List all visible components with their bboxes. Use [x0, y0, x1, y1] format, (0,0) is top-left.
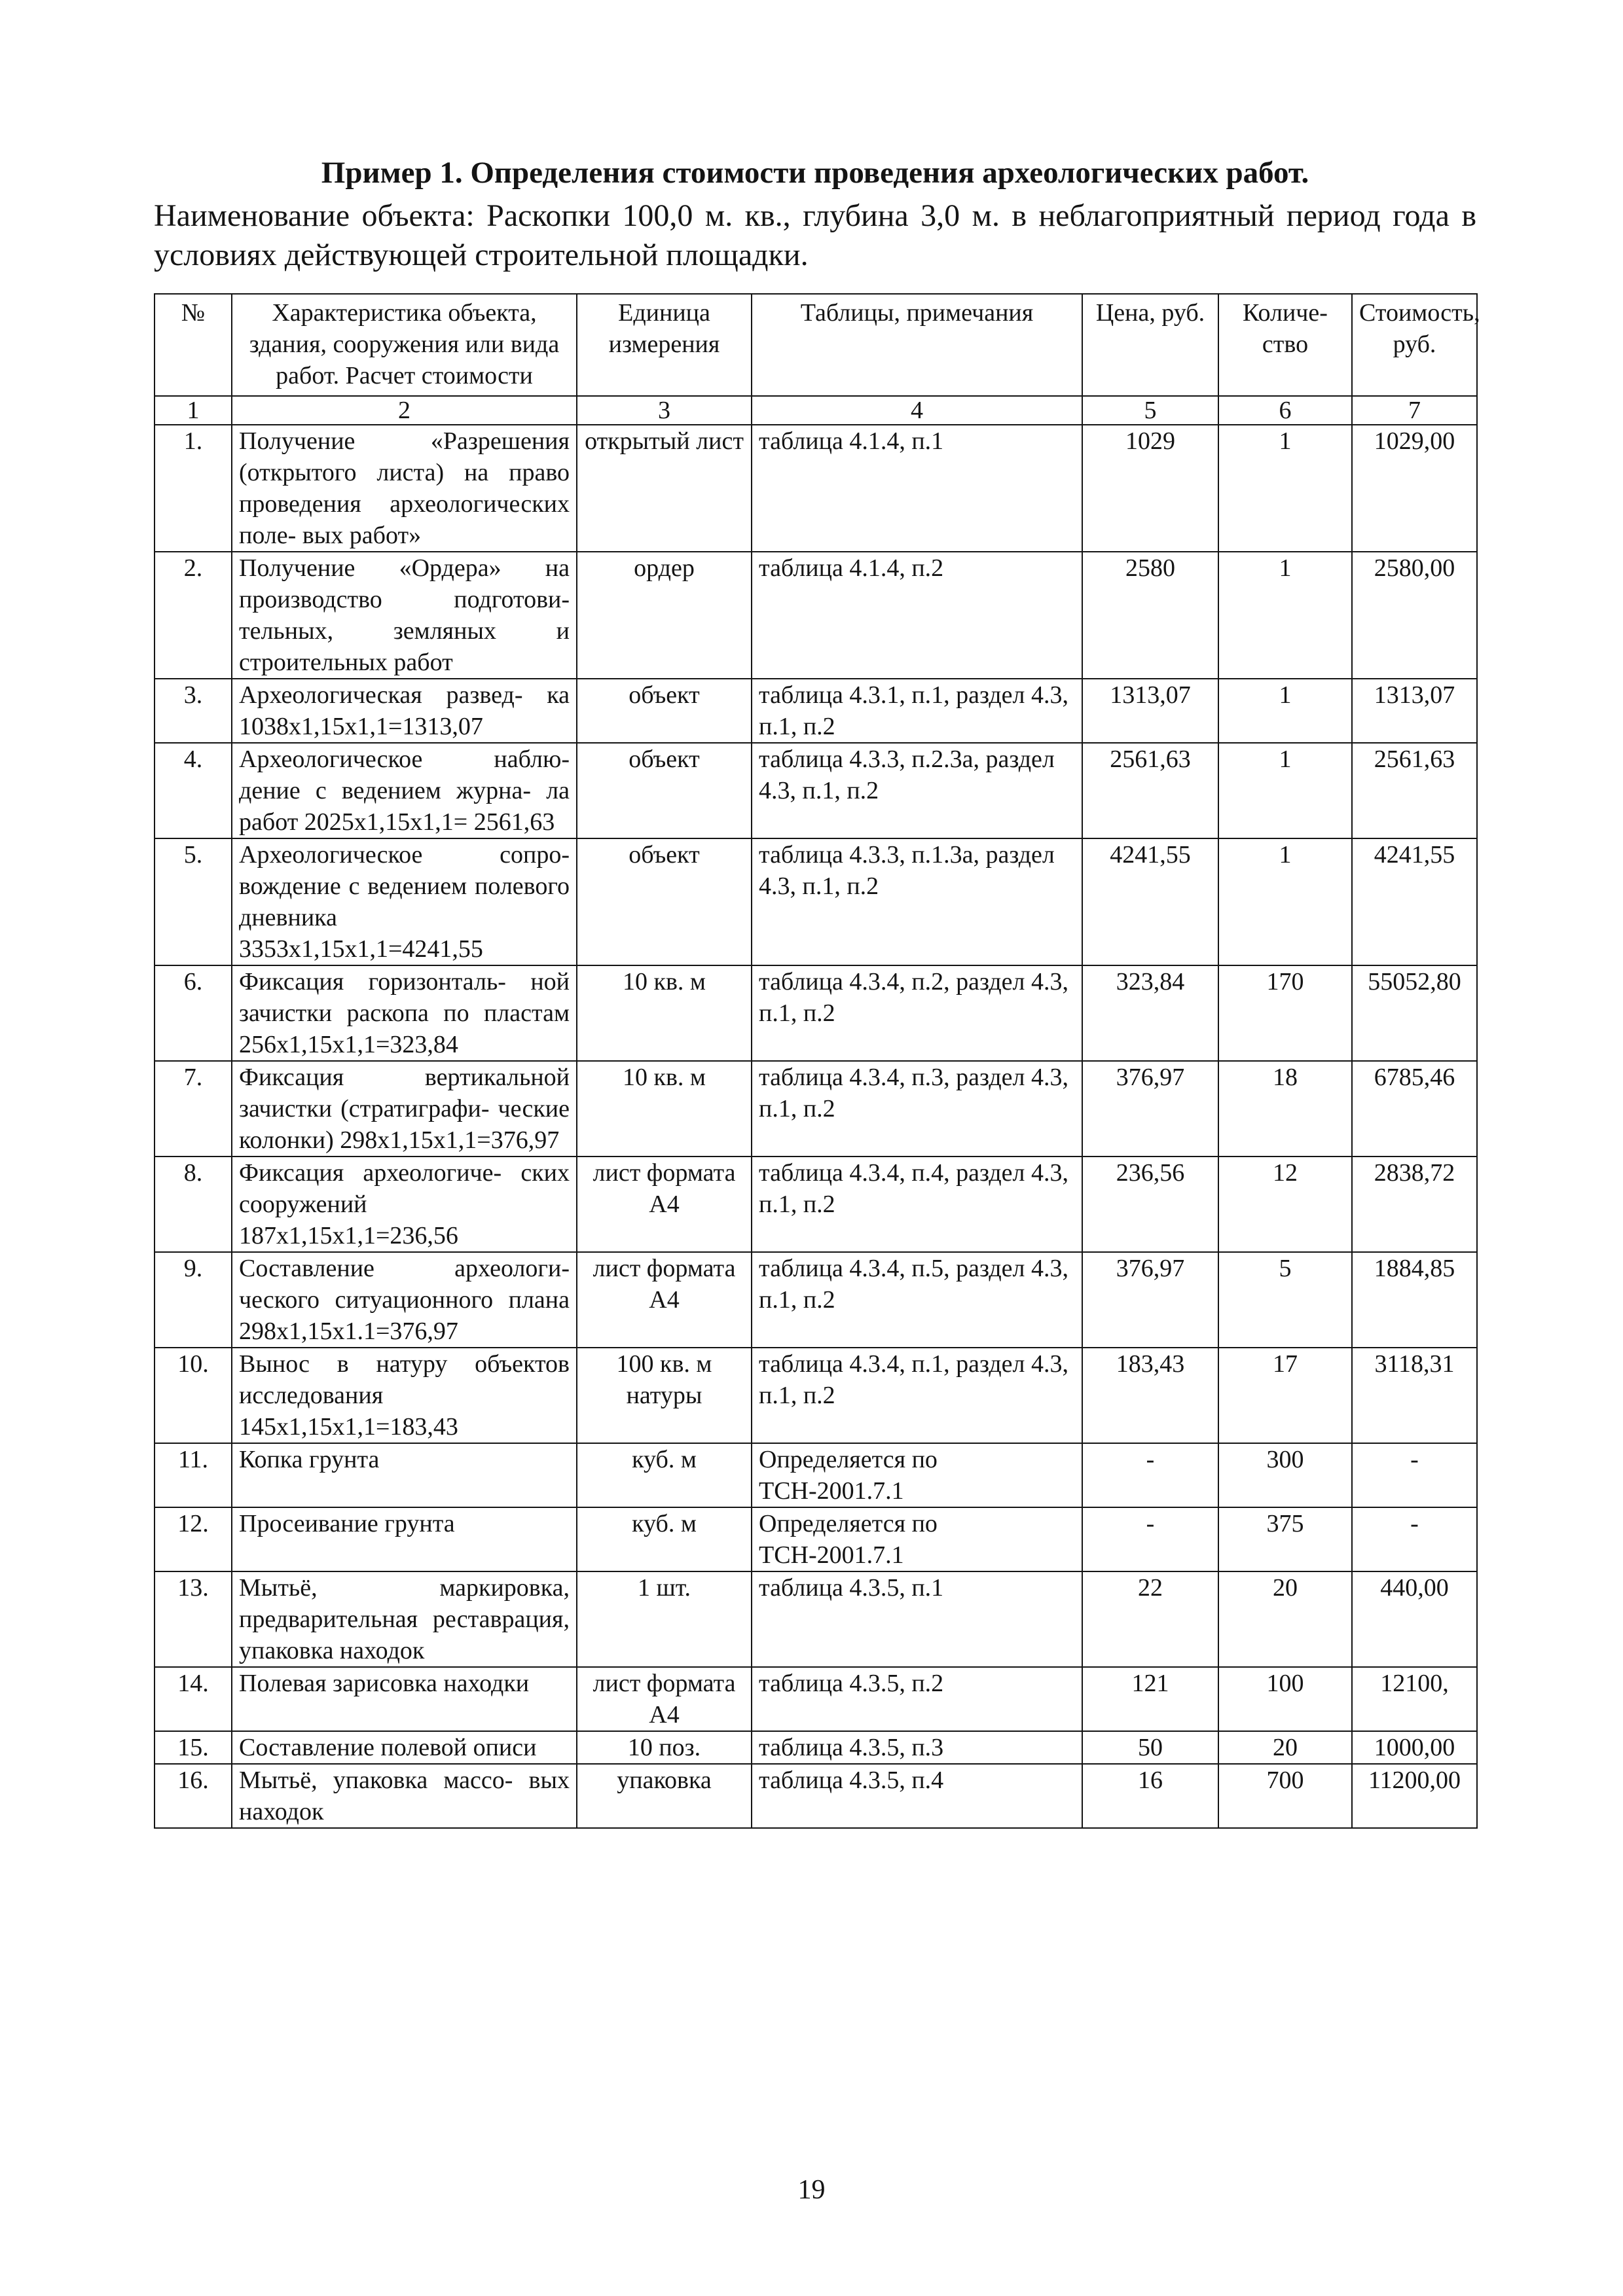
row-number: 12.	[155, 1507, 232, 1571]
row-number: 1.	[155, 425, 232, 552]
measure-unit: объект	[577, 679, 752, 743]
total-cost: 2580,00	[1352, 552, 1477, 679]
measure-unit: объект	[577, 743, 752, 838]
row-number: 4.	[155, 743, 232, 838]
row-number: 9.	[155, 1252, 232, 1348]
quantity: 375	[1218, 1507, 1352, 1571]
total-cost: 1029,00	[1352, 425, 1477, 552]
table-row	[155, 1157, 1477, 1252]
unit-price: 376,97	[1082, 1061, 1218, 1157]
table-row	[155, 838, 1477, 965]
unit-price: 236,56	[1082, 1157, 1218, 1252]
quantity: 1	[1218, 743, 1352, 838]
cost-table-body	[155, 425, 1477, 1828]
column-number: 2	[232, 396, 577, 425]
work-description: Фиксация вертикальной зачистки (стратиграфи- ческие колонки) 298х1,15х1,1=376,97	[232, 1061, 577, 1157]
table-row	[155, 1252, 1477, 1348]
table-reference: таблица 4.3.4, п.2, раздел 4.3, п.1, п.2	[752, 965, 1082, 1061]
unit-price: 4241,55	[1082, 838, 1218, 965]
table-row	[155, 1764, 1477, 1828]
row-number: 10.	[155, 1348, 232, 1443]
unit-price: -	[1082, 1443, 1218, 1507]
table-row	[155, 425, 1477, 552]
page-number: 19	[797, 2175, 826, 2205]
unit-price: 1029	[1082, 425, 1218, 552]
cost-table	[154, 293, 1478, 1829]
total-cost: 440,00	[1352, 1571, 1477, 1667]
measure-unit: 1 шт.	[577, 1571, 752, 1667]
row-number: 7.	[155, 1061, 232, 1157]
quantity: 20	[1218, 1731, 1352, 1764]
work-description: Фиксация археологиче- ских сооружений 187х1,15х1,1=236,56	[232, 1157, 577, 1252]
unit-price: 22	[1082, 1571, 1218, 1667]
header-number: №	[155, 294, 232, 396]
unit-price: 16	[1082, 1764, 1218, 1828]
unit-price: 376,97	[1082, 1252, 1218, 1348]
quantity: 20	[1218, 1571, 1352, 1667]
table-reference: таблица 4.1.4, п.1	[752, 425, 1082, 552]
quantity: 17	[1218, 1348, 1352, 1443]
table-row	[155, 1667, 1477, 1731]
total-cost: 55052,80	[1352, 965, 1477, 1061]
quantity: 300	[1218, 1443, 1352, 1507]
quantity: 100	[1218, 1667, 1352, 1731]
work-description: Составление полевой описи	[232, 1731, 577, 1764]
table-row	[155, 1507, 1477, 1571]
row-number: 2.	[155, 552, 232, 679]
measure-unit: лист формата А4	[577, 1667, 752, 1731]
total-cost: 1000,00	[1352, 1731, 1477, 1764]
quantity: 1	[1218, 425, 1352, 552]
row-number: 3.	[155, 679, 232, 743]
quantity: 5	[1218, 1252, 1352, 1348]
table-reference: Определяется по ТСН-2001.7.1	[752, 1507, 1082, 1571]
header-quantity: Количе- ство	[1218, 294, 1352, 396]
table-reference: таблица 4.3.5, п.4	[752, 1764, 1082, 1828]
work-description: Мытьё, маркировка, предварительная реставрация, упаковка находок	[232, 1571, 577, 1667]
measure-unit: 10 кв. м	[577, 1061, 752, 1157]
work-description: Получение «Разрешения (открытого листа) на право проведения археологических поле- вых работ»	[232, 425, 577, 552]
work-description: Полевая зарисовка находки	[232, 1667, 577, 1731]
total-cost: -	[1352, 1507, 1477, 1571]
unit-price: 183,43	[1082, 1348, 1218, 1443]
work-description: Копка грунта	[232, 1443, 577, 1507]
measure-unit: открытый лист	[577, 425, 752, 552]
unit-price: 2580	[1082, 552, 1218, 679]
row-number: 11.	[155, 1443, 232, 1507]
quantity: 12	[1218, 1157, 1352, 1252]
work-description: Археологическая развед- ка 1038х1,15х1,1=1313,07	[232, 679, 577, 743]
row-number: 6.	[155, 965, 232, 1061]
quantity: 1	[1218, 679, 1352, 743]
measure-unit: ордер	[577, 552, 752, 679]
unit-price: 1313,07	[1082, 679, 1218, 743]
row-number: 14.	[155, 1667, 232, 1731]
table-row	[155, 965, 1477, 1061]
total-cost: 3118,31	[1352, 1348, 1477, 1443]
table-row	[155, 679, 1477, 743]
table-reference: таблица 4.1.4, п.2	[752, 552, 1082, 679]
total-cost: 4241,55	[1352, 838, 1477, 965]
quantity: 1	[1218, 838, 1352, 965]
quantity: 18	[1218, 1061, 1352, 1157]
quantity: 700	[1218, 1764, 1352, 1828]
row-number: 15.	[155, 1731, 232, 1764]
quantity: 1	[1218, 552, 1352, 679]
measure-unit: 10 кв. м	[577, 965, 752, 1061]
unit-price: -	[1082, 1507, 1218, 1571]
table-reference: таблица 4.3.4, п.1, раздел 4.3, п.1, п.2	[752, 1348, 1082, 1443]
total-cost: 2838,72	[1352, 1157, 1477, 1252]
header-row	[155, 294, 1477, 396]
header-price: Цена, руб.	[1082, 294, 1218, 396]
table-reference: таблица 4.3.4, п.4, раздел 4.3, п.1, п.2	[752, 1157, 1082, 1252]
measure-unit: куб. м	[577, 1507, 752, 1571]
header-unit: Единица измерения	[577, 294, 752, 396]
work-description: Фиксация горизонталь- ной зачистки раскопа по пластам 256х1,15х1,1=323,84	[232, 965, 577, 1061]
unit-price: 50	[1082, 1731, 1218, 1764]
unit-price: 121	[1082, 1667, 1218, 1731]
column-number-row	[155, 396, 1477, 425]
table-reference: Определяется по ТСН-2001.7.1	[752, 1443, 1082, 1507]
column-number: 1	[155, 396, 232, 425]
object-description: Наименование объекта: Раскопки 100,0 м. кв., глубина 3,0 м. в неблагоприятный период года в условиях действующей строительной площадки.	[154, 198, 1476, 272]
measure-unit: объект	[577, 838, 752, 965]
work-description: Составление археологи- ческого ситуационного плана 298х1,15х1.1=376,97	[232, 1252, 577, 1348]
unit-price: 323,84	[1082, 965, 1218, 1061]
table-row	[155, 1731, 1477, 1764]
measure-unit: упаковка	[577, 1764, 752, 1828]
page-title: Пример 1. Определения стоимости проведения археологических работ.	[321, 156, 1309, 190]
work-description: Просеивание грунта	[232, 1507, 577, 1571]
row-number: 16.	[155, 1764, 232, 1828]
table-reference: таблица 4.3.5, п.2	[752, 1667, 1082, 1731]
work-description: Вынос в натуру объектов исследования 145х1,15х1,1=183,43	[232, 1348, 577, 1443]
row-number: 8.	[155, 1157, 232, 1252]
table-reference: таблица 4.3.5, п.3	[752, 1731, 1082, 1764]
table-reference: таблица 4.3.1, п.1, раздел 4.3, п.1, п.2	[752, 679, 1082, 743]
measure-unit: 100 кв. м натуры	[577, 1348, 752, 1443]
total-cost: 12100,	[1352, 1667, 1477, 1731]
header-description: Характеристика объекта, здания, сооружения или вида работ. Расчет стоимости	[232, 294, 577, 396]
measure-unit: лист формата А4	[577, 1252, 752, 1348]
total-cost: 6785,46	[1352, 1061, 1477, 1157]
total-cost: 1313,07	[1352, 679, 1477, 743]
table-reference: таблица 4.3.4, п.5, раздел 4.3, п.1, п.2	[752, 1252, 1082, 1348]
work-description: Археологическое сопро- вождение с ведением полевого дневника 3353х1,15х1,1=4241,55	[232, 838, 577, 965]
table-row	[155, 1061, 1477, 1157]
quantity: 170	[1218, 965, 1352, 1061]
table-reference: таблица 4.3.3, п.1.3а, раздел 4.3, п.1, п.2	[752, 838, 1082, 965]
total-cost: -	[1352, 1443, 1477, 1507]
measure-unit: лист формата А4	[577, 1157, 752, 1252]
table-row	[155, 743, 1477, 838]
total-cost: 1884,85	[1352, 1252, 1477, 1348]
work-description: Археологическое наблю- дение с ведением журна- ла работ 2025х1,15х1,1= 2561,63	[232, 743, 577, 838]
work-description: Мытьё, упаковка массо- вых находок	[232, 1764, 577, 1828]
total-cost: 2561,63	[1352, 743, 1477, 838]
table-reference: таблица 4.3.5, п.1	[752, 1571, 1082, 1667]
column-number: 3	[577, 396, 752, 425]
column-number: 7	[1352, 396, 1477, 425]
header-reference: Таблицы, примечания	[752, 294, 1082, 396]
column-number: 5	[1082, 396, 1218, 425]
table-row	[155, 1348, 1477, 1443]
table-row	[155, 1443, 1477, 1507]
column-number: 4	[752, 396, 1082, 425]
unit-price: 2561,63	[1082, 743, 1218, 838]
column-number: 6	[1218, 396, 1352, 425]
table-reference: таблица 4.3.3, п.2.3а, раздел 4.3, п.1, п.2	[752, 743, 1082, 838]
table-row	[155, 552, 1477, 679]
table-row	[155, 1571, 1477, 1667]
measure-unit: 10 поз.	[577, 1731, 752, 1764]
work-description: Получение «Ордера» на производство подготови- тельных, земляных и строительных работ	[232, 552, 577, 679]
measure-unit: куб. м	[577, 1443, 752, 1507]
table-reference: таблица 4.3.4, п.3, раздел 4.3, п.1, п.2	[752, 1061, 1082, 1157]
row-number: 13.	[155, 1571, 232, 1667]
header-cost: Стоимость, руб.	[1352, 294, 1477, 396]
total-cost: 11200,00	[1352, 1764, 1477, 1828]
row-number: 5.	[155, 838, 232, 965]
